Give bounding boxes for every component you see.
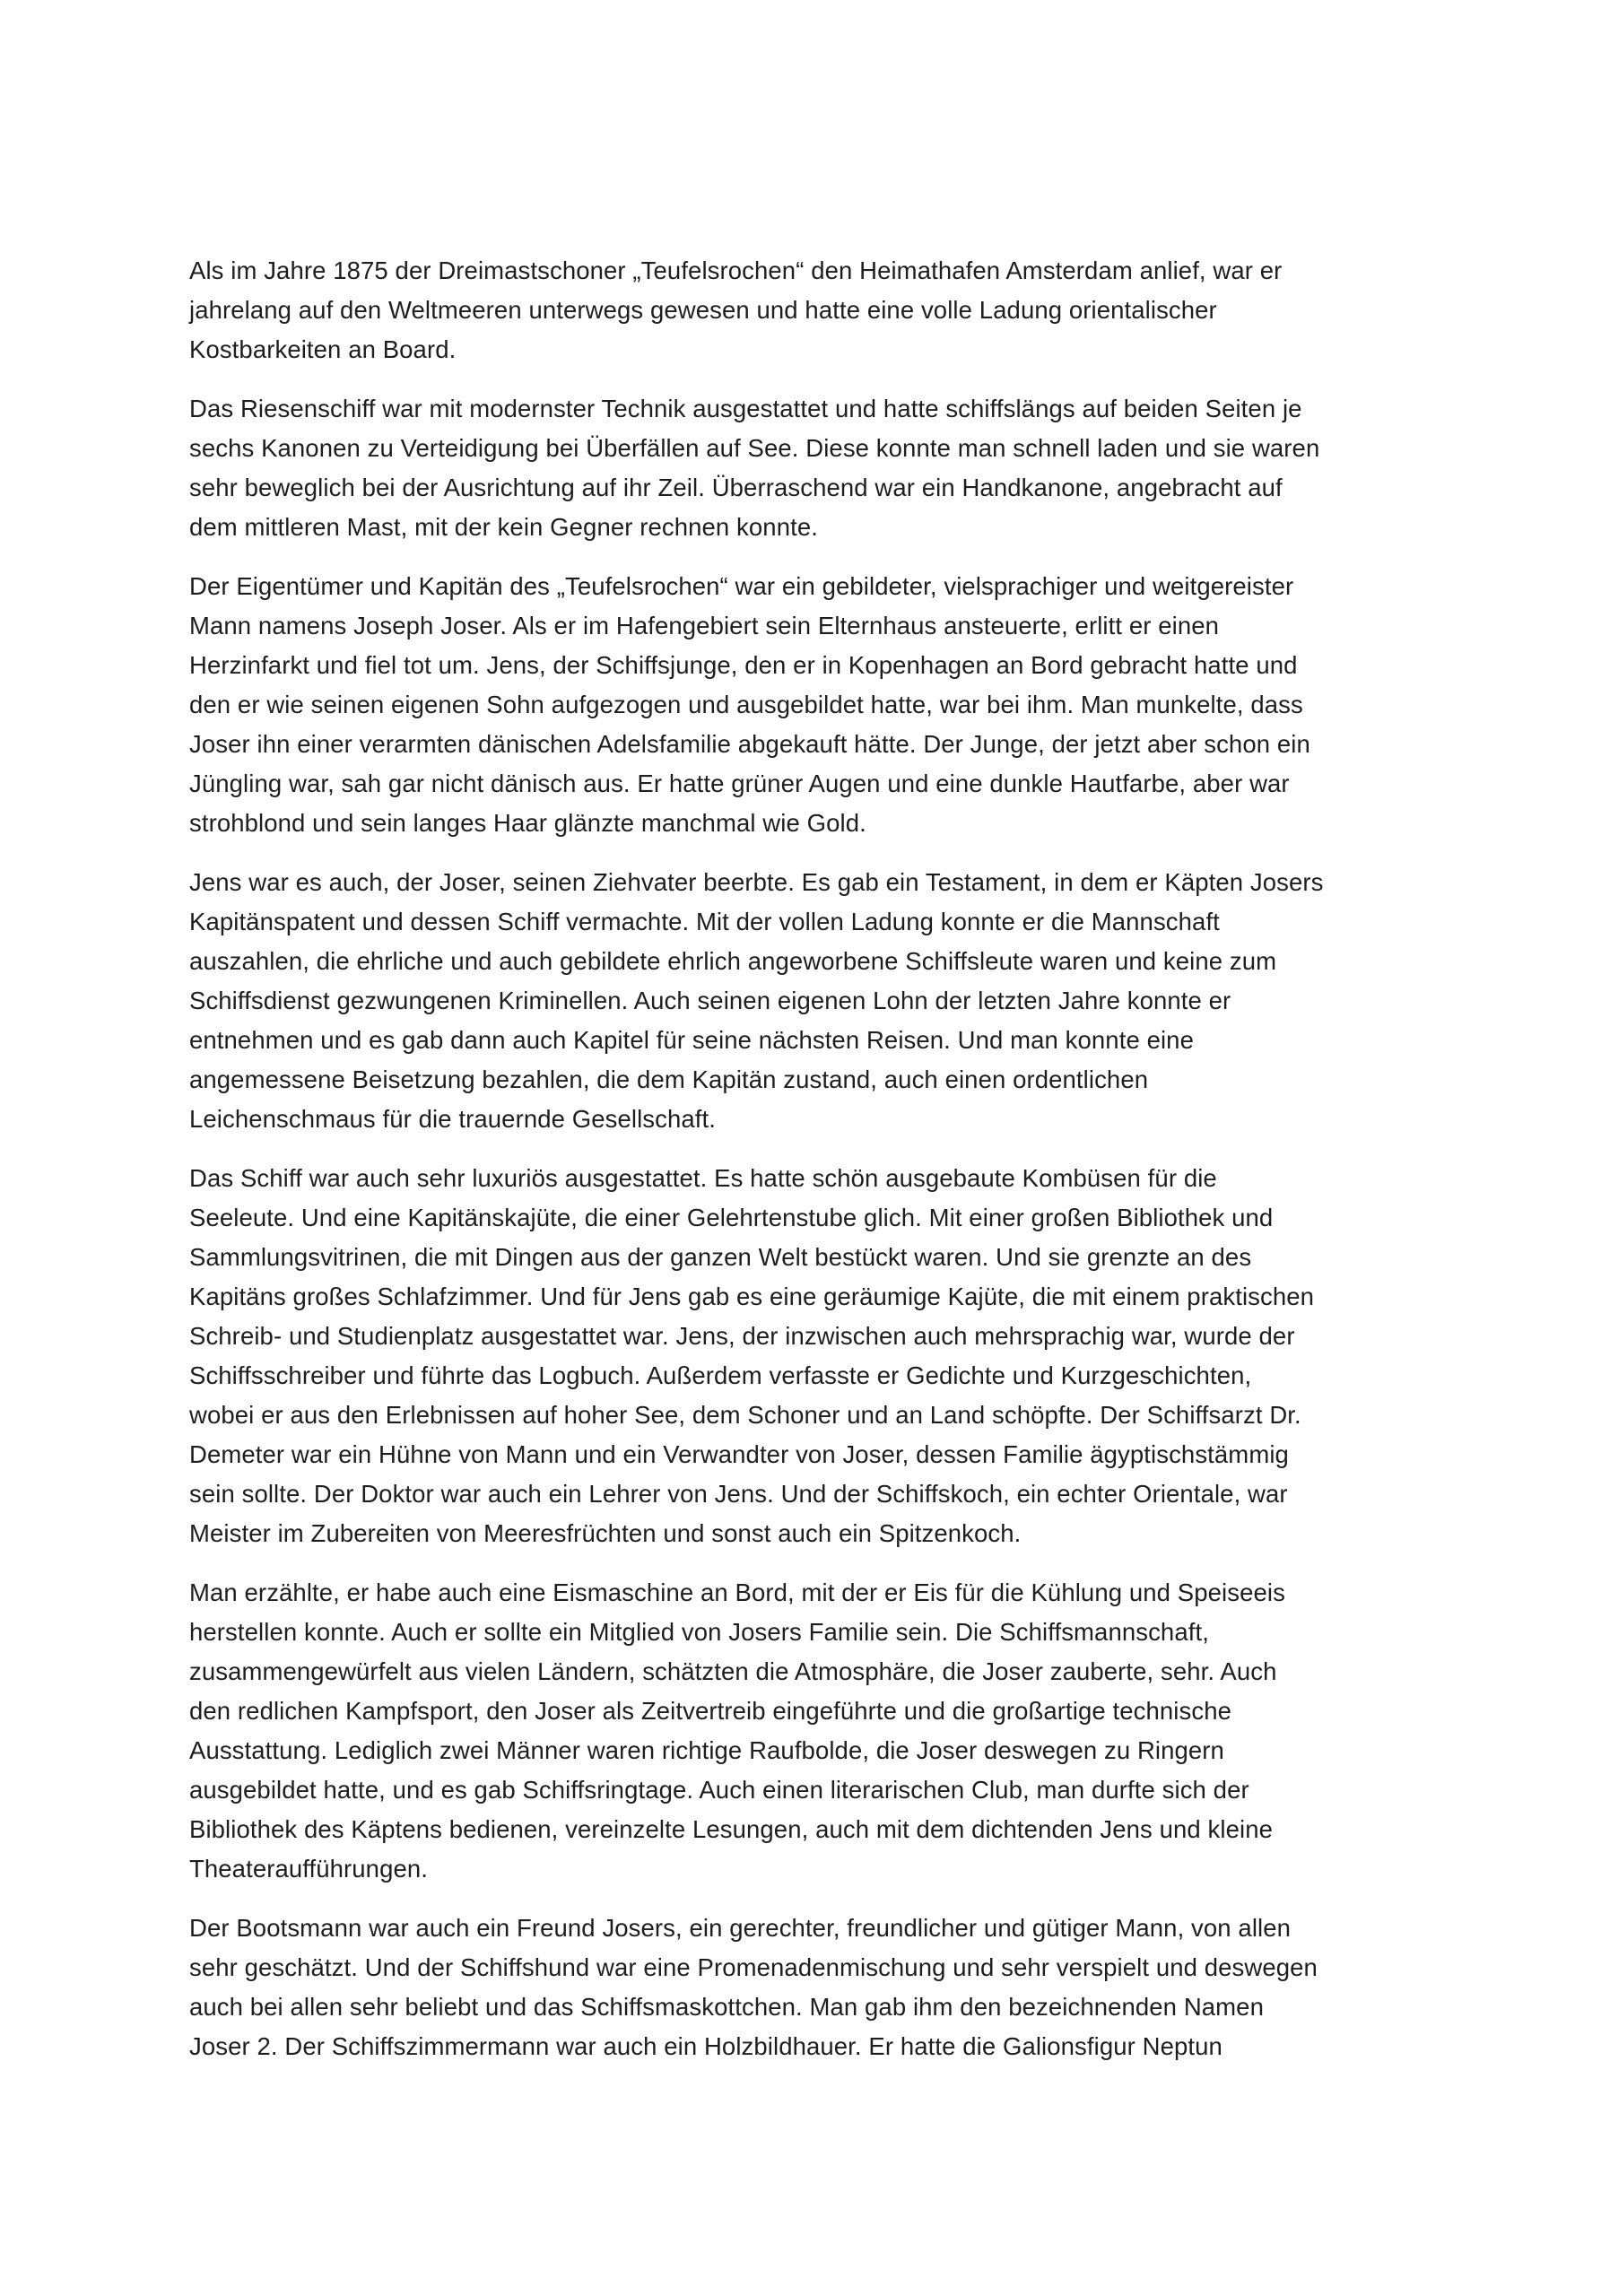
text-line: Kapitänspatent und dessen Schiff vermachte. Mit der vollen Ladung konnte er die Mannschaft	[189, 908, 1220, 935]
text-line: Schiffsdienst gezwungenen Kriminellen. Auch seinen eigenen Lohn der letzten Jahre konnte er	[189, 987, 1231, 1014]
text-line: Bibliothek des Käptens bedienen, vereinzelte Lesungen, auch mit dem dichtenden Jens und kleine	[189, 1815, 1273, 1843]
text-line: entnehmen und es gab dann auch Kapitel für seine nächsten Reisen. Und man konnte eine	[189, 1026, 1194, 1054]
text-line: sehr geschätzt. Und der Schiffshund war eine Promenadenmischung und sehr verspielt und deswegen	[189, 1953, 1318, 1981]
text-line: den er wie seinen eigenen Sohn aufgezogen und ausgebildet hatte, war bei ihm. Man munkelte, dass	[189, 691, 1303, 718]
text-line: Mann namens Joseph Joser. Als er im Hafengebiert sein Elternhaus ansteuerte, erlitt er einen	[189, 612, 1220, 639]
text-line: wobei er aus den Erlebnissen auf hoher See, dem Schoner und an Land schöpfte. Der Schiffsarzt Dr.	[189, 1401, 1301, 1429]
text-line: Kapitäns großes Schlafzimmer. Und für Jens gab es eine geräumige Kajüte, die mit einem praktischen	[189, 1283, 1315, 1310]
text-line: Jens war es auch, der Joser, seinen Ziehvater beerbte. Es gab ein Testament, in dem er Käpten Josers	[189, 868, 1324, 896]
text-line: strohblond und sein langes Haar glänzte manchmal wie Gold.	[189, 809, 866, 837]
paragraph-7	[189, 1909, 1445, 2066]
text-line: sein sollte. Der Doktor war auch ein Lehrer von Jens. Und der Schiffskoch, ein echter Orientale, war	[189, 1480, 1288, 1508]
text-line: zusammengewürfelt aus vielen Ländern, schätzten die Atmosphäre, die Joser zauberte, sehr. Auch	[189, 1657, 1277, 1685]
text-line: Als im Jahre 1875 der Dreimastschoner „Teufelsrochen“ den Heimathafen Amsterdam anlief, war er	[189, 257, 1283, 284]
text-line: den redlichen Kampfsport, den Joser als Zeitvertreib eingeführte und die großartige technische	[189, 1697, 1231, 1725]
paragraph-2	[189, 389, 1445, 547]
text-line: ausgebildet hatte, und es gab Schiffsringtage. Auch einen literarischen Club, man durfte sich der	[189, 1776, 1249, 1804]
text-line: Sammlungsvitrinen, die mit Dingen aus der ganzen Welt bestückt waren. Und sie grenzte an des	[189, 1243, 1252, 1271]
text-line: auszahlen, die ehrliche und auch gebildete ehrlich angeworbene Schiffsleute waren und keine zum	[189, 947, 1277, 975]
paragraph-4	[189, 863, 1445, 1139]
text-line: sechs Kanonen zu Verteidigung bei Überfällen auf See. Diese konnte man schnell laden und sie waren	[189, 434, 1320, 462]
text-line: Der Bootsmann war auch ein Freund Josers, ein gerechter, freundlicher und gütiger Mann, von allen	[189, 1914, 1292, 1942]
text-line: Seeleute. Und eine Kapitänskajüte, die einer Gelehrtenstube glich. Mit einer großen Bibliothek und	[189, 1204, 1274, 1231]
paragraph-6	[189, 1573, 1445, 1889]
text-line: Kostbarkeiten an Board.	[189, 335, 457, 363]
paragraph-3	[189, 567, 1445, 843]
text-line: Meister im Zubereiten von Meeresfrüchten und sonst auch ein Spitzenkoch.	[189, 1519, 1022, 1547]
text-line: Ausstattung. Lediglich zwei Männer waren richtige Raufbolde, die Joser deswegen zu Ringern	[189, 1736, 1224, 1764]
text-line: auch bei allen sehr beliebt und das Schiffsmaskottchen. Man gab ihm den bezeichnenden Namen	[189, 1993, 1264, 2021]
text-line: Das Riesenschiff war mit modernster Technik ausgestattet und hatte schiffslängs auf beiden Seiten je	[189, 395, 1302, 422]
text-line: dem mittleren Mast, mit der kein Gegner rechnen konnte.	[189, 513, 818, 541]
text-line: jahrelang auf den Weltmeeren unterwegs gewesen und hatte eine volle Ladung orientalischer	[189, 296, 1217, 324]
text-line: Schreib- und Studienplatz ausgestattet war. Jens, der inzwischen auch mehrsprachig war, wurde der	[189, 1322, 1295, 1350]
text-line: Das Schiff war auch sehr luxuriös ausgestattet. Es hatte schön ausgebaute Kombüsen für die	[189, 1164, 1217, 1192]
paragraph-5	[189, 1159, 1445, 1553]
text-line: Joser ihn einer verarmten dänischen Adelsfamilie abgekauft hätte. Der Junge, der jetzt aber schon ein	[189, 730, 1310, 758]
text-line: Jüngling war, sah gar nicht dänisch aus. Er hatte grüner Augen und eine dunkle Hautfarbe, aber war	[189, 770, 1290, 797]
text-line: sehr beweglich bei der Ausrichtung auf ihr Zeil. Überraschend war ein Handkanone, angebracht auf	[189, 474, 1283, 501]
document-body	[189, 251, 1445, 2086]
text-line: herstellen konnte. Auch er sollte ein Mitglied von Josers Familie sein. Die Schiffsmannschaft,	[189, 1618, 1209, 1646]
text-line: Theateraufführungen.	[189, 1855, 429, 1883]
text-line: Joser 2. Der Schiffszimmermann war auch ein Holzbildhauer. Er hatte die Galionsfigur Neptun	[189, 2032, 1223, 2060]
text-line: Der Eigentümer und Kapitän des „Teufelsrochen“ war ein gebildeter, vielsprachiger und weitgereister	[189, 572, 1294, 600]
text-line: Herzinfarkt und fiel tot um. Jens, der Schiffsjunge, den er in Kopenhagen an Bord gebracht hatte und	[189, 651, 1298, 679]
text-line: angemessene Beisetzung bezahlen, die dem Kapitän zustand, auch einen ordentlichen	[189, 1065, 1149, 1093]
text-line: Leichenschmaus für die trauernde Gesellschaft.	[189, 1105, 717, 1133]
paragraph-1	[189, 251, 1445, 370]
text-line: Man erzählte, er habe auch eine Eismaschine an Bord, mit der er Eis für die Kühlung und Speiseeis	[189, 1578, 1285, 1606]
text-line: Schiffsschreiber und führte das Logbuch. Außerdem verfasste er Gedichte und Kurzgeschichten,	[189, 1361, 1252, 1389]
text-line: Demeter war ein Hühne von Mann und ein Verwandter von Joser, dessen Familie ägyptischstämmig	[189, 1440, 1289, 1468]
